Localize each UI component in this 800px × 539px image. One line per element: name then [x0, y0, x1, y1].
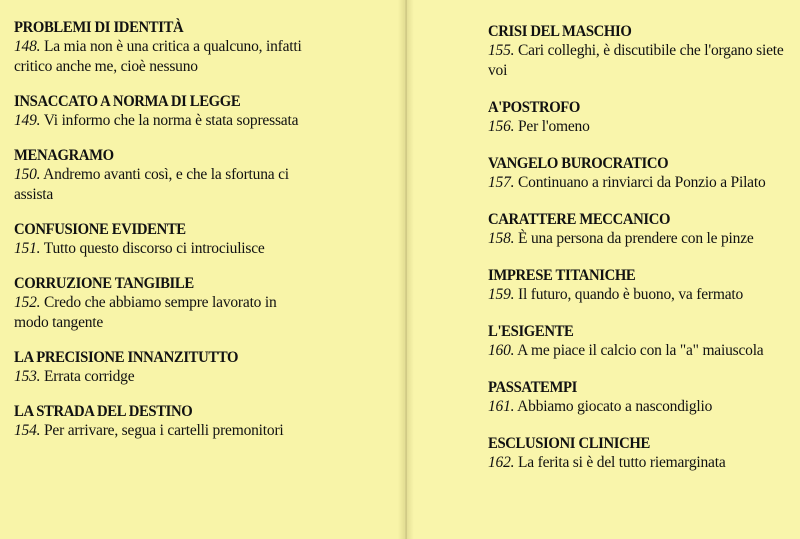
entry-body: Cari colleghi, è discutibile che l'organo siete voi: [488, 42, 784, 79]
entry: [488, 210, 784, 249]
entry-text: [14, 421, 306, 441]
entry-text: [14, 37, 306, 77]
entry-body: È una persona da prendere con le pinze: [518, 230, 754, 247]
entry-number: 148.: [14, 38, 41, 55]
entry-text: [14, 165, 306, 205]
entry: [488, 434, 784, 473]
entry-text: [488, 397, 784, 417]
entry-title: MENAGRAMO: [14, 147, 114, 164]
entry-text: [14, 367, 306, 387]
entry: [488, 266, 784, 305]
entry-text: [488, 285, 784, 305]
entry-title: PROBLEMI DI IDENTITÀ: [14, 19, 184, 36]
entry: [488, 378, 784, 417]
entry-body: La mia non è una critica a qualcuno, infatti critico anche me, cioè nessuno: [14, 38, 302, 75]
entry-title: VANGELO BUROCRATICO: [488, 155, 669, 172]
entry-number: 152.: [14, 294, 41, 311]
entry: [488, 154, 784, 193]
entry-body: Per arrivare, segua i cartelli premonitori: [44, 422, 284, 439]
entry: [14, 274, 306, 333]
entry-number: 150.: [14, 166, 41, 183]
entry-body: Errata corridge: [44, 368, 135, 385]
entry: [14, 92, 306, 131]
entry-body: Tutto questo discorso ci introciulisce: [43, 240, 265, 257]
entry-text: [14, 293, 306, 333]
entry: [14, 18, 306, 77]
entry-number: 156.: [488, 118, 515, 135]
book-gutter: [398, 0, 414, 539]
entry-body: Il futuro, quando è buono, va fermato: [518, 286, 744, 303]
entry-number: 160.: [488, 342, 515, 359]
entry-title: LA PRECISIONE INNANZITUTTO: [14, 349, 239, 366]
entry: [488, 22, 784, 81]
entry-body: Per l'omeno: [518, 118, 590, 135]
entry-title: L'ESIGENTE: [488, 323, 574, 340]
entry: [14, 402, 306, 441]
entry-text: [488, 41, 784, 81]
entry-text: [488, 341, 784, 361]
entry-body: Andremo avanti così, e che la sfortuna ci assista: [14, 166, 289, 203]
entry-number: 154.: [14, 422, 41, 439]
entry-text: [14, 111, 306, 131]
entry-body: Vi informo che la norma è stata sopressata: [43, 112, 299, 129]
entry-title: INSACCATO A NORMA DI LEGGE: [14, 93, 241, 110]
entry-text: [488, 229, 784, 249]
entry-number: 159.: [488, 286, 515, 303]
entry-title: IMPRESE TITANICHE: [488, 267, 636, 284]
entry-body: Credo che abbiamo sempre lavorato in modo tangente: [14, 294, 277, 331]
entry-number: 157.: [488, 174, 515, 191]
entry-body: Continuano a rinviarci da Ponzio a Pilato: [518, 174, 766, 191]
entry-number: 151.: [14, 240, 41, 257]
entry-text: [14, 239, 306, 259]
entry-body: A me piace il calcio con la "a" maiuscola: [517, 342, 764, 359]
entry-text: [488, 173, 784, 193]
entry-number: 162.: [488, 454, 515, 471]
entry-text: [488, 117, 784, 137]
entry-title: CONFUSIONE EVIDENTE: [14, 221, 186, 238]
entry: [488, 98, 784, 137]
entry-number: 153.: [14, 368, 41, 385]
entry-title: CARATTERE MECCANICO: [488, 211, 671, 228]
entry: [14, 220, 306, 259]
entry-title: CRISI DEL MASCHIO: [488, 23, 632, 40]
entry: [14, 146, 306, 205]
entry-number: 161.: [488, 398, 515, 415]
entry: [488, 322, 784, 361]
entry: [14, 348, 306, 387]
entry-title: A'POSTROFO: [488, 99, 581, 116]
entry-body: La ferita si è del tutto riemarginata: [518, 454, 726, 471]
entry-title: PASSATEMPI: [488, 379, 578, 396]
entry-title: LA STRADA DEL DESTINO: [14, 403, 193, 420]
entry-number: 158.: [488, 230, 515, 247]
entry-title: CORRUZIONE TANGIBILE: [14, 275, 194, 292]
right-page: [404, 0, 800, 539]
entry-text: [488, 453, 784, 473]
entry-number: 155.: [488, 42, 515, 59]
entry-title: ESCLUSIONI CLINICHE: [488, 435, 650, 452]
entry-body: Abbiamo giocato a nascondiglio: [517, 398, 713, 415]
entry-number: 149.: [14, 112, 41, 129]
